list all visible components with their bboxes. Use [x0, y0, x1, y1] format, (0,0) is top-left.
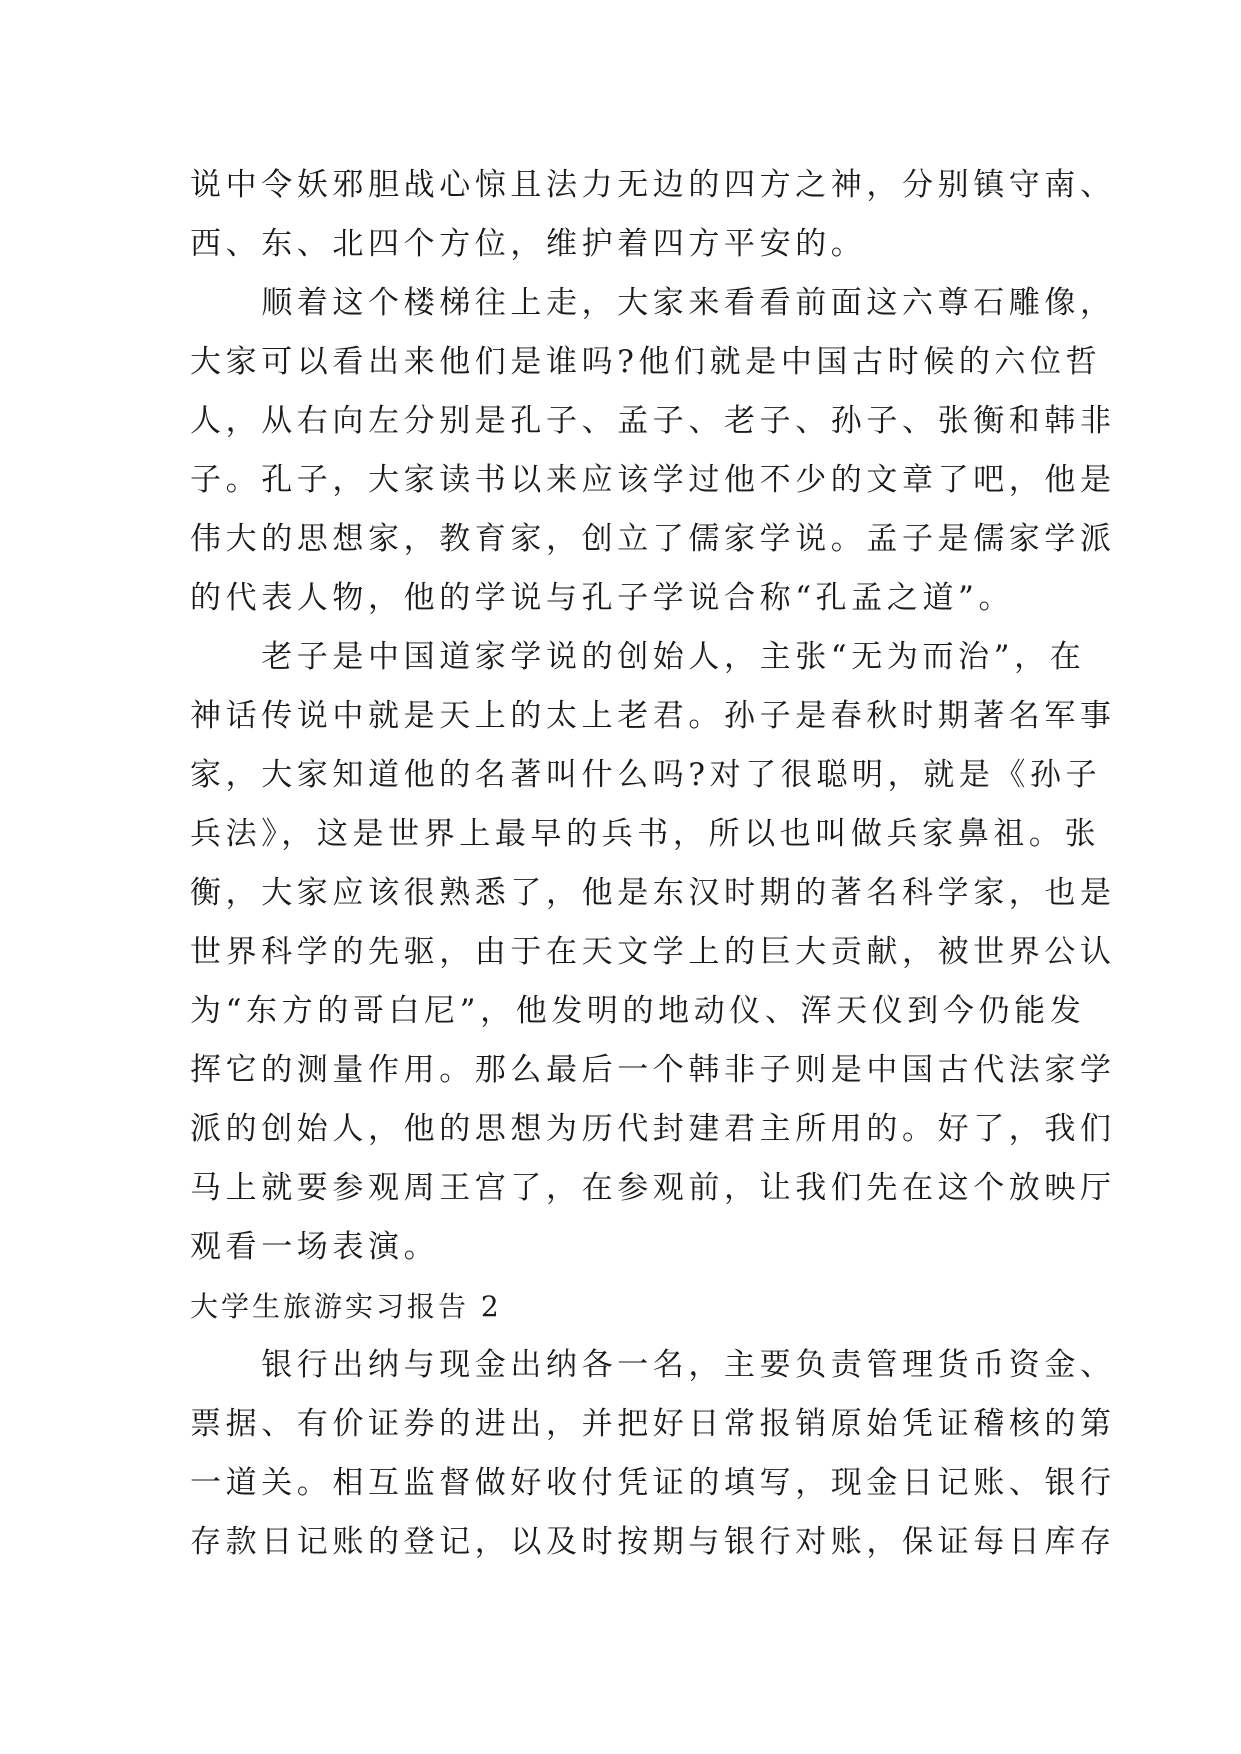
paragraph-start-line: 银行出纳与现金出纳各一名，主要负责管理货币资金、 [190, 1347, 1116, 1383]
text-line: 存款日记账的登记，以及时按期与银行对账，保证每日库存 [190, 1524, 1116, 1560]
paragraph-start-line: 顺着这个楼梯往上走，大家来看看前面这六尊石雕像， [190, 285, 1116, 321]
text-line: 人，从右向左分别是孔子、孟子、老子、孙子、张衡和韩非 [190, 403, 1116, 439]
text-line: 衡，大家应该很熟悉了，他是东汉时期的著名科学家，也是 [190, 875, 1116, 911]
document-body [190, 156, 1116, 1572]
text-line: 派的创始人，他的思想为历代封建君主所用的。好了，我们 [190, 1111, 1116, 1147]
text-line: 西、东、北四个方位，维护着四方平安的。 [190, 226, 867, 262]
text-line: 家，大家知道他的名著叫什么吗?对了很聪明，就是《孙子 [190, 757, 1102, 793]
text-line: 的代表人物，他的学说与孔子学说合称“孔孟之道”。 [190, 580, 1015, 616]
section-heading: 大学生旅游实习报告 2 [190, 1290, 502, 1323]
text-line: 世界科学的先驱，由于在天文学上的巨大贡献，被世界公认 [190, 934, 1116, 970]
text-line: 票据、有价证券的进出，并把好日常报销原始凭证稽核的第 [190, 1406, 1116, 1442]
text-line: 一道关。相互监督做好收付凭证的填写，现金日记账、银行 [190, 1465, 1116, 1501]
text-line: 为“东方的哥白尼”，他发明的地动仪、浑天仪到今仍能发 [190, 993, 1086, 1029]
paragraph-start-line: 老子是中国道家学说的创始人，主张“无为而治”，在 [190, 639, 1086, 675]
text-line: 观看一场表演。 [190, 1229, 440, 1265]
text-line: 伟大的思想家，教育家，创立了儒家学说。孟子是儒家学派 [190, 521, 1116, 557]
text-line: 大家可以看出来他们是谁吗?他们就是中国古时候的六位哲 [190, 344, 1102, 380]
text-line: 神话传说中就是天上的太上老君。孙子是春秋时期著名军事 [190, 698, 1116, 734]
text-line: 兵法》，这是世界上最早的兵书，所以也叫做兵家鼻祖。张 [190, 816, 1101, 852]
text-line: 挥它的测量作用。那么最后一个韩非子则是中国古代法家学 [190, 1052, 1116, 1088]
text-line: 说中令妖邪胆战心惊且法力无边的四方之神，分别镇守南、 [190, 167, 1116, 203]
text-line: 马上就要参观周王宫了，在参观前，让我们先在这个放映厅 [190, 1170, 1116, 1206]
text-line: 子。孔子，大家读书以来应该学过他不少的文章了吧，他是 [190, 462, 1116, 498]
